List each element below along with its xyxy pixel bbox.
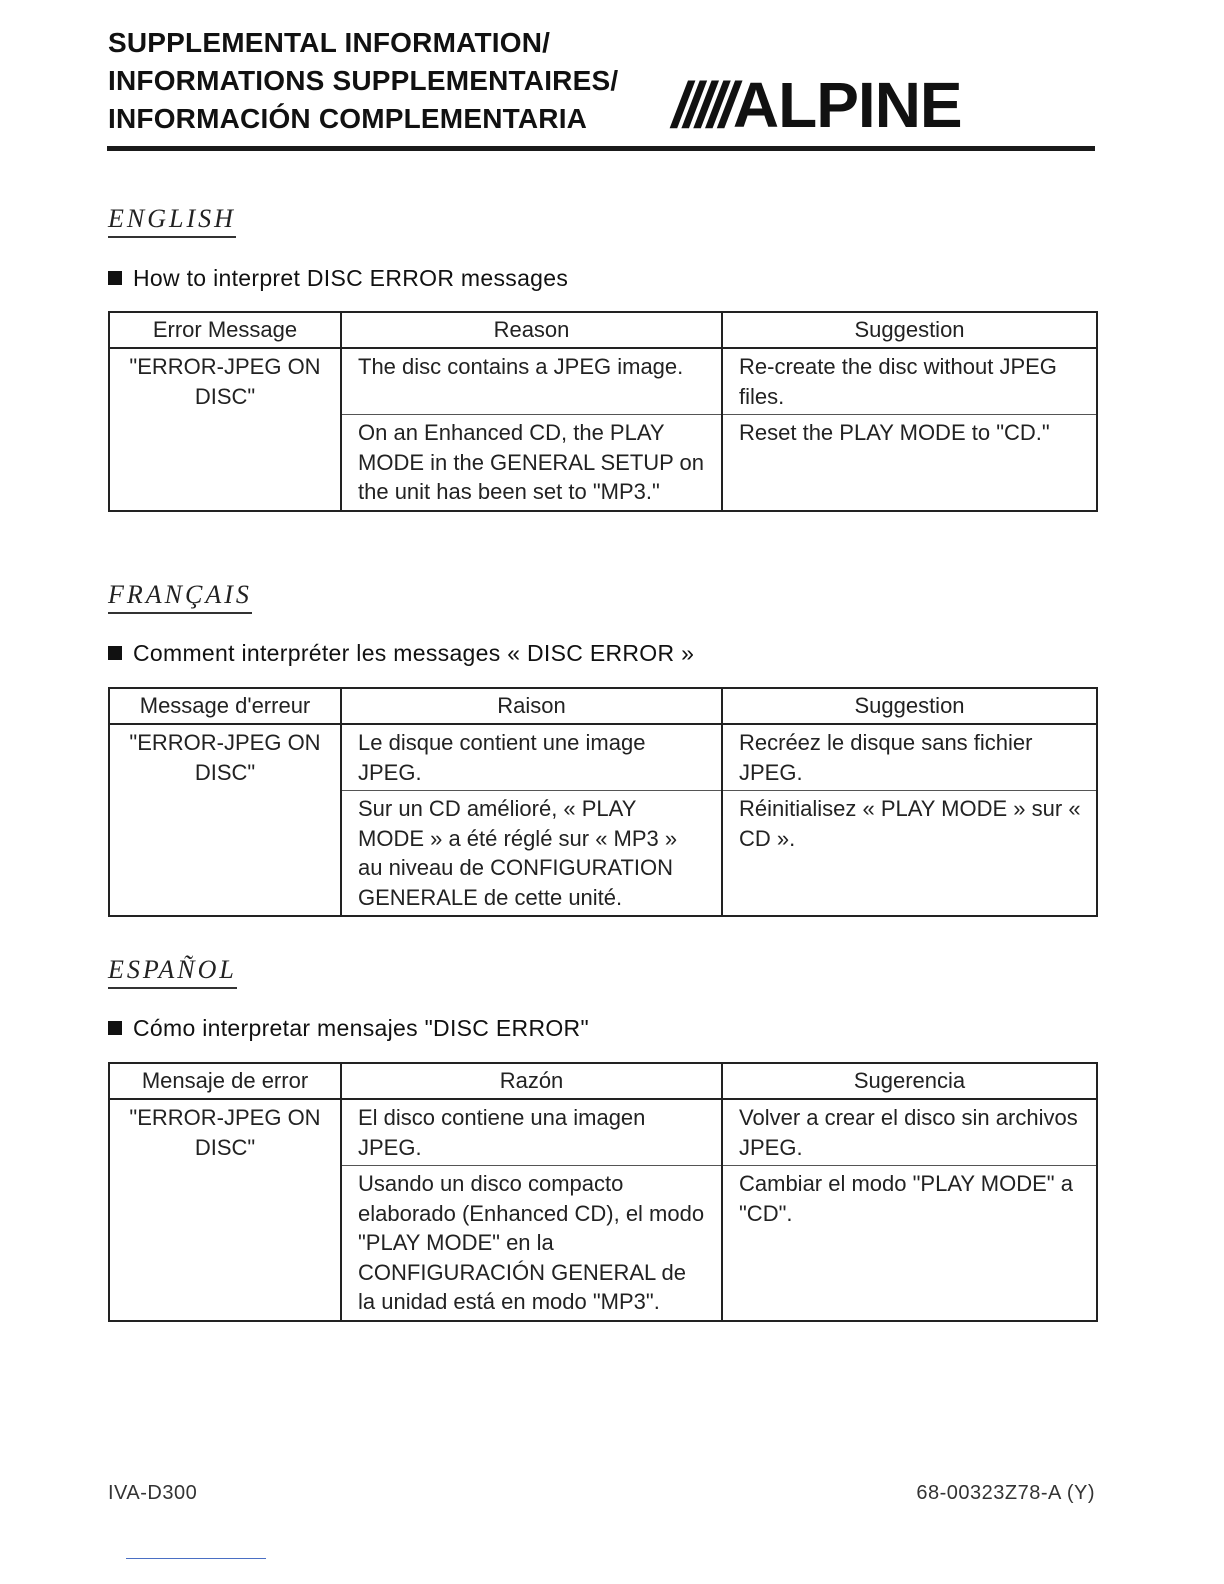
column-header: Razón xyxy=(341,1063,722,1099)
logo-wordmark: ALPINE xyxy=(732,69,962,141)
heading-text: How to interpret DISC ERROR messages xyxy=(133,265,569,291)
square-bullet-icon xyxy=(108,271,122,285)
title-line-english: SUPPLEMENTAL INFORMATION/ xyxy=(108,27,551,58)
table-row xyxy=(109,1099,1097,1166)
error-message-cell: "ERROR-JPEG ON DISC" xyxy=(109,724,341,916)
suggestion-cell: Reset the PLAY MODE to "CD." xyxy=(722,415,1097,511)
column-header: Raison xyxy=(341,688,722,724)
part-number: 68-00323Z78-A (Y) xyxy=(916,1482,1095,1504)
suggestion-cell: Recréez le disque sans fichier JPEG. xyxy=(722,724,1097,791)
column-header: Reason xyxy=(341,312,722,348)
language-label-french: FRANÇAIS xyxy=(108,580,252,614)
reason-cell: Usando un disco compacto elaborado (Enhanced CD), el modo "PLAY MODE" en la CONFIGURACIÓN GENERAL de la unidad está en modo "MP3". xyxy=(341,1166,722,1321)
reason-cell: Le disque contient une image JPEG. xyxy=(341,724,722,791)
column-header: Suggestion xyxy=(722,312,1097,348)
error-message-cell: "ERROR-JPEG ON DISC" xyxy=(109,348,341,511)
column-header: Mensaje de error xyxy=(109,1063,341,1099)
language-label-english: ENGLISH xyxy=(108,204,236,238)
suggestion-cell: Cambiar el modo "PLAY MODE" a "CD". xyxy=(722,1166,1097,1321)
error-table-french xyxy=(108,687,1098,917)
table-header-row xyxy=(109,312,1097,348)
table-row xyxy=(109,348,1097,415)
scan-artifact-line xyxy=(126,1558,266,1559)
model-number: IVA-D300 xyxy=(108,1482,198,1504)
header-divider xyxy=(107,146,1095,151)
error-table-english xyxy=(108,311,1098,512)
square-bullet-icon xyxy=(108,646,122,660)
heading-text: Cómo interpretar mensajes "DISC ERROR" xyxy=(133,1015,589,1041)
title-line-spanish: INFORMACIÓN COMPLEMENTARIA xyxy=(108,103,588,134)
column-header: Suggestion xyxy=(722,688,1097,724)
document-title xyxy=(108,24,618,138)
section-heading-french xyxy=(108,640,694,667)
column-header: Message d'erreur xyxy=(109,688,341,724)
error-message-cell: "ERROR-JPEG ON DISC" xyxy=(109,1099,341,1321)
reason-cell: Sur un CD amélioré, « PLAY MODE » a été réglé sur « MP3 » au niveau de CONFIGURATION GENERALE de cette unité. xyxy=(341,791,722,917)
reason-cell: El disco contiene una imagen JPEG. xyxy=(341,1099,722,1166)
section-heading-spanish xyxy=(108,1015,589,1042)
table-row xyxy=(109,724,1097,791)
logo-slashes: ///// xyxy=(672,69,731,141)
suggestion-cell: Re-create the disc without JPEG files. xyxy=(722,348,1097,415)
suggestion-cell: Réinitialisez « PLAY MODE » sur « CD ». xyxy=(722,791,1097,917)
reason-cell: The disc contains a JPEG image. xyxy=(341,348,722,415)
title-line-french: INFORMATIONS SUPPLEMENTAIRES/ xyxy=(108,65,619,96)
alpine-logo xyxy=(672,70,962,140)
table-header-row xyxy=(109,1063,1097,1099)
square-bullet-icon xyxy=(108,1021,122,1035)
reason-cell: On an Enhanced CD, the PLAY MODE in the GENERAL SETUP on the unit has been set to "MP3." xyxy=(341,415,722,511)
column-header: Sugerencia xyxy=(722,1063,1097,1099)
column-header: Error Message xyxy=(109,312,341,348)
section-heading-english xyxy=(108,265,568,292)
table-header-row xyxy=(109,688,1097,724)
language-label-spanish: ESPAÑOL xyxy=(108,955,237,989)
error-table-spanish xyxy=(108,1062,1098,1322)
suggestion-cell: Volver a crear el disco sin archivos JPEG. xyxy=(722,1099,1097,1166)
heading-text: Comment interpréter les messages « DISC ERROR » xyxy=(133,640,695,666)
